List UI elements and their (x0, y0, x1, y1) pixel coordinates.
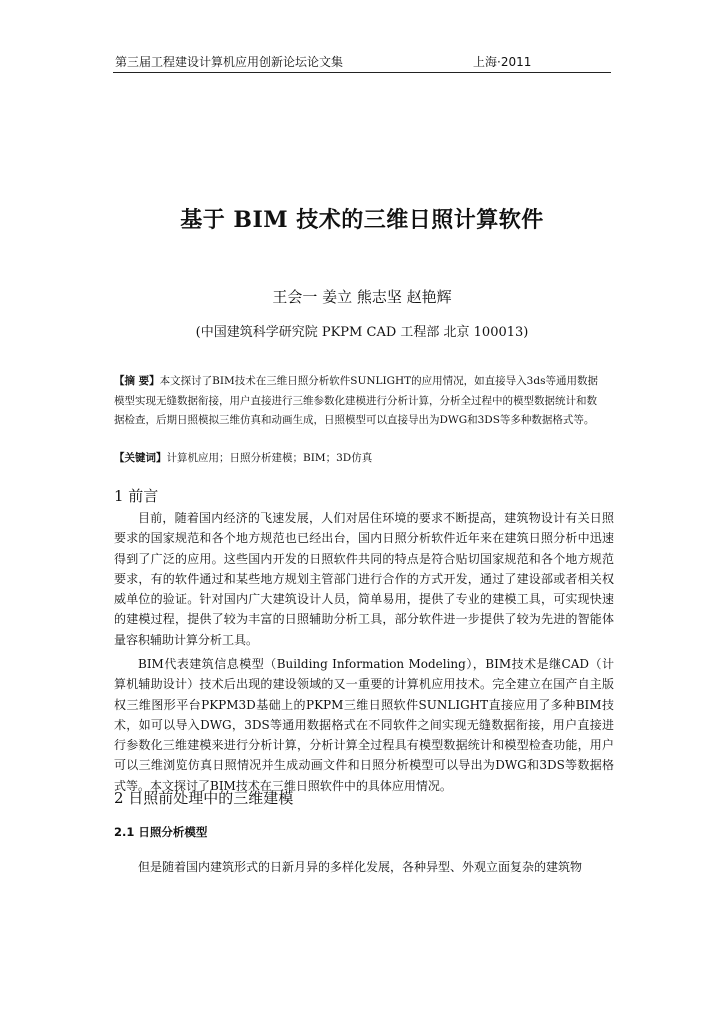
subsection-paragraph-1: 但是随着国内建筑形式的日新月异的多样化发展，各种异型、外观立面复杂的建筑物 (138, 860, 583, 874)
keywords-text: 计算机应用；日照分析建模；BIM；3D仿真 (166, 452, 373, 464)
paper-authors: 王会一 姜立 熊志坚 赵艳辉 (272, 288, 452, 306)
header-proceedings-title: 第三届工程建设计算机应用创新论坛论文集 (115, 55, 344, 69)
keywords-label: 【关键词】 (114, 452, 167, 464)
introduction-paragraph-1: 目前，随着国内经济的飞速发展，人们对居住环境的要求不断提高，建筑物设计有关日照要求的国家规范和各个地方规范也已经出台，国内日照分析软件近年来在建筑日照分析中迅速得到了广泛的应用。这些国内开发的日照软件共同的特点是符合贴切国家规范和各个地方规范要求，有的软件通过和某些地方规划主管部门进行合作的方式开发，通过了建设部或者相关权威单位的验证。针对国内广大建筑设计人员，简单易用，提供了专业的建模工具，可实现快速的建模过程，提供了较为丰富的日照辅助分析工具，部分软件进一步提供了较为先进的智能体量容积辅助计算分析工具。 (114, 511, 614, 647)
keywords-block (114, 449, 614, 469)
header-location-year: 上海·2011 (473, 55, 532, 69)
abstract-text: 本文探讨了BIM技术在三维日照分析软件SUNLIGHT的应用情况，如直接导入3ds等通用数据模型实现无缝数据衔接，用户直接进行三维参数化建模进行分析计算，分析全过程中的模型数据统计和数据检查，后期日照模拟三维仿真和动画生成，日照模型可以直接导出为DWG和3DS等多种数据格式等。 (114, 375, 598, 427)
abstract-block (114, 372, 604, 431)
subsection-heading-sunlight-model: 2.1 日照分析模型 (114, 825, 208, 839)
paper-title: 基于 BIM 技术的三维日照计算软件 (180, 207, 544, 233)
abstract-label: 【摘 要】 (114, 375, 160, 387)
section-heading-3d-modeling: 2 日照前处理中的三维建模 (114, 789, 294, 807)
paper-affiliation: (中国建筑科学研究院 PKPM CAD 工程部 北京 100013) (195, 325, 529, 340)
introduction-paragraph-2: BIM代表建筑信息模型（Building Information Modeling），BIM技术是继CAD（计算机辅助设计）技术后出现的建设领域的又一重要的计算机应用技术。完全建立在国产自主版权三维图形平台PKPM3D基础上的PKPM三维日照软件SUNLIGHT直接应用了多种BIM技术，如可以导入DWG，3DS等通用数据格式在不同软件之间实现无缝数据衔接，用户直接进行参数化三维建模来进行分析计算，分析计算全过程具有模型数据统计和模型检查功能，用户可以三维浏览仿真日照情况并生成动画文件和日照分析模型可以导出为DWG和3DS等数据格式等。本文探讨了BIM技术在三维日照软件中的具体应用情况。 (114, 657, 614, 793)
section-heading-introduction: 1 前言 (114, 487, 159, 505)
running-header (113, 52, 611, 73)
